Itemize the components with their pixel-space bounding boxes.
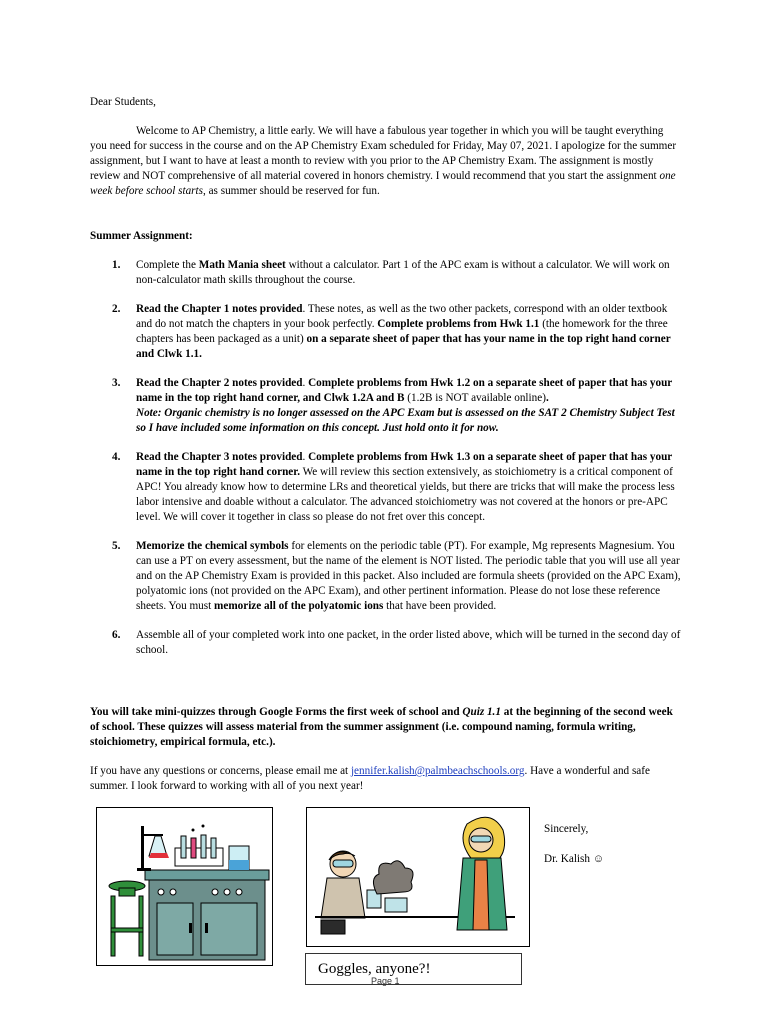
list-item <box>90 302 682 362</box>
intro-text: Welcome to AP Chemistry, a little early. We will have a fabulous year together in which you will be taught everything you need for success in the course and on the AP Chemistry Exam scheduled for Friday, May 07, 2021. I apologize for the summer assignment, but I want to have at least a month to review with you prior to the AP Chemistry Exam. The assignment is mostly review and NOT comprehensive of all material covered in honors chemistry. I would recommend that you start the assignment <box>90 125 677 182</box>
item-bold: Memorize the chemical symbols <box>136 540 289 552</box>
item-text: for elements on the periodic table (PT). For example, Mg represents Magnesium. You can use a PT on every assessment, but the name of the element is NOT listed. The periodic table that you will use all year and on the AP Chemistry Exam is provided in this packet. Also included are formula sheets (provided on the APC Exam), polyatomic ions (not provided on the APC Exam), and other pertinent information. Please do not lose these reference sheets. You must <box>136 540 681 612</box>
contact-paragraph <box>90 764 682 794</box>
item-text: that have been provided. <box>383 600 497 612</box>
item-bold: Complete problems from Hwk 1.1 <box>377 318 540 330</box>
intro-italic: one week before school starts <box>90 170 676 197</box>
item-bold: Read the Chapter 3 notes provided <box>136 451 303 463</box>
quiz-text-end: at the beginning of the second week of school. These quizzes will assess material from the summer assignment (i.e. compound naming, formula writing, stoichiometry, empirical formula, etc.). <box>90 706 673 748</box>
quiz-paragraph <box>90 705 682 750</box>
students-image <box>306 807 530 947</box>
item-text: Complete the <box>136 259 199 271</box>
item-bold: Complete problems from Hwk 1.2 on a separate sheet of paper that has your name in the top right hand corner, and Clwk 1.2A and B <box>136 377 673 404</box>
item-number: 1. <box>112 259 121 271</box>
assignment-list <box>90 258 682 672</box>
intro-text-end: , as summer should be reserved for fun. <box>203 185 380 197</box>
quiz-italic: Quiz 1.1 <box>462 706 501 718</box>
caption-box <box>305 953 522 985</box>
item-bold: memorize all of the polyatomic ions <box>214 600 384 612</box>
list-item <box>90 450 682 525</box>
item-text: (the homework for the three chapters has been packaged as a unit) <box>136 318 668 345</box>
signature: Dr. Kalish ☺ <box>544 853 605 865</box>
item-text: . <box>302 377 309 389</box>
intro-paragraph <box>90 124 682 199</box>
item-bold: Math Mania sheet <box>198 259 286 271</box>
students-illustration <box>307 808 529 946</box>
item-text: We will review this section extensively, as stoichiometry is a critical component of APC! You already know how to determine LRs and theoretical yields, but there are tricks that will make the process less labor intensive and doable without a calculator. The advanced stoichiometry was not covered at the honors or pre-APC level. We will cover it together in class so please do not fret over this concept. <box>136 466 675 523</box>
item-number: 6. <box>112 629 121 641</box>
item-text: (1.2B is NOT available online) <box>404 392 546 404</box>
item-number: 4. <box>112 451 121 463</box>
item-bold: . <box>545 392 549 404</box>
item-note: Note: Organic chemistry is no longer assessed on the APC Exam but is assessed on the SAT 2 Chemistry Subject Test so I have included some information on this concept. Just hold onto it for now. <box>136 407 675 434</box>
greeting: Dear Students, <box>90 96 156 108</box>
item-text: Assemble all of your completed work into one packet, in the order listed above, which will be turned in the second day of school. <box>136 629 681 656</box>
item-bold: on a separate sheet of paper that has your name in the top right hand corner and Clwk 1.1. <box>136 333 671 360</box>
page-number: Page 1 <box>371 976 400 986</box>
item-number: 5. <box>112 540 121 552</box>
quiz-text: You will take mini-quizzes through Google Forms the first week of school and <box>90 706 463 718</box>
item-text: . These notes, as well as the two other packets, correspond with an older textbook and do not match the chapters in your book perfectly. <box>136 303 668 330</box>
closing: Sincerely, <box>544 823 589 835</box>
item-text: . <box>302 451 309 463</box>
list-item <box>90 376 682 436</box>
email-link[interactable]: jennifer.kalish@palmbeachschools.org <box>350 765 525 777</box>
summer-assignment-heading: Summer Assignment: <box>90 230 193 242</box>
item-bold: Read the Chapter 2 notes provided <box>136 377 303 389</box>
lab-bench-image <box>96 807 273 966</box>
contact-text-end: . Have a wonderful and safe summer. I look forward to working with all of you next year! <box>90 765 650 792</box>
list-item <box>90 258 682 288</box>
caption-text: Goggles, anyone?! <box>318 961 431 977</box>
contact-text: If you have any questions or concerns, please email me at <box>90 765 351 777</box>
item-number: 2. <box>112 303 121 315</box>
item-bold: Complete problems from Hwk 1.3 on a separate sheet of paper that has your name in the top right hand corner. <box>136 451 673 478</box>
list-item <box>90 539 682 614</box>
item-text: without a calculator. Part 1 of the APC exam is without a calculator. We will work on non-calculator math skills throughout the course. <box>136 259 670 286</box>
item-number: 3. <box>112 377 121 389</box>
list-item <box>90 628 682 658</box>
lab-bench-illustration <box>97 808 272 965</box>
item-bold: Read the Chapter 1 notes provided <box>136 303 303 315</box>
